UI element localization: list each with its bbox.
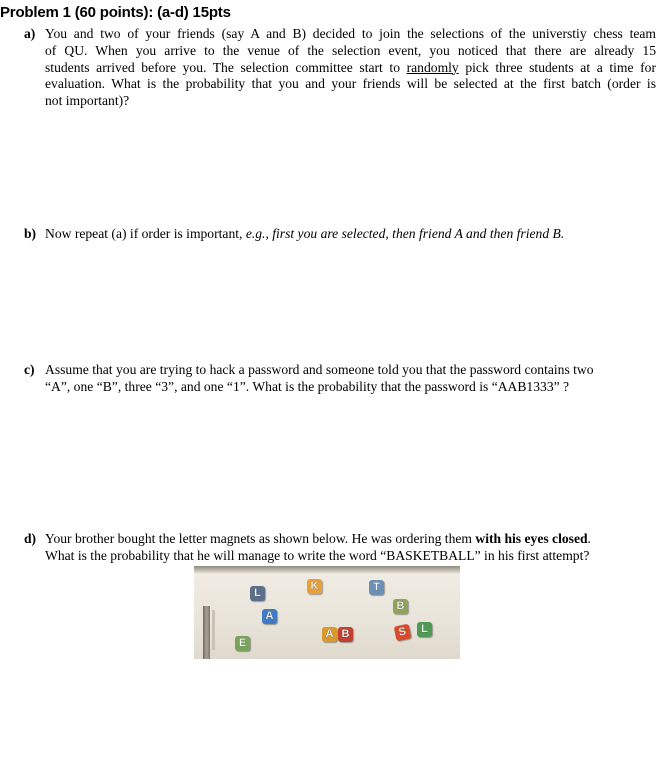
- question-b-plain: Now repeat (a) if order is important,: [45, 226, 246, 241]
- eyes-closed-bold: with his eyes closed: [475, 531, 588, 546]
- question-d-label: d): [24, 531, 37, 546]
- question-a-text: [45, 26, 656, 110]
- question-a-line-5: not important)?: [45, 93, 130, 109]
- question-d-line-2: What is the probability that he will manage to write the word “BASKETBALL” in his first attempt?: [45, 547, 590, 563]
- question-b-label: b): [24, 226, 37, 241]
- problem-title: Problem 1 (60 points): (a-d) 15pts: [0, 4, 231, 21]
- question-c-text: [45, 362, 656, 396]
- question-b-line: [45, 226, 656, 243]
- question-a-line-4: evaluation. What is the probability that you and your friends will be selected at the first batch (order is: [45, 76, 656, 92]
- question-d: [24, 531, 656, 565]
- magnet-letter: K: [307, 579, 322, 594]
- question-a-line-1: You and two of your friends (say A and B) decided to join the selections of the universtiy chess team: [45, 26, 656, 41]
- question-a: [24, 26, 656, 110]
- question-a-line-3-end: pick three students at a time for: [458, 59, 656, 75]
- fridge-top-edge: [194, 566, 460, 574]
- question-a-label: a): [24, 26, 36, 41]
- question-c-line-2: “A”, one “B”, three “3”, and one “1”. What is the probability that the password is “AAB1333” ?: [45, 378, 570, 394]
- question-d-line-1-post: .: [587, 531, 591, 546]
- magnet-letter: A: [262, 609, 277, 624]
- fridge-handle-highlight: [212, 610, 215, 650]
- magnet-letter: B: [338, 627, 353, 642]
- fridge-magnets-image: [194, 566, 460, 659]
- magnet-letter: L: [250, 586, 265, 601]
- question-a-line-3-start: students arrived before you. The selection committee start to: [45, 59, 407, 75]
- question-a-line-2: of QU. When you arrive to the venue of the selection event, you noticed that there are already 15: [45, 42, 656, 58]
- magnet-letter: E: [235, 636, 250, 651]
- magnet-letter: S: [394, 624, 412, 642]
- question-c: [24, 362, 656, 396]
- magnet-letter: T: [369, 580, 384, 595]
- question-b-italic: e.g., first you are selected, then friend A and then friend B.: [245, 226, 565, 241]
- question-d-text: [45, 531, 656, 565]
- magnet-letter: B: [393, 599, 408, 614]
- fridge-handle: [203, 606, 210, 659]
- question-d-line-1-pre: Your brother bought the letter magnets as shown below. He was ordering them: [45, 531, 476, 546]
- magnet-letter: A: [322, 627, 337, 642]
- question-a-line-3: [45, 60, 656, 77]
- question-c-label: c): [24, 362, 35, 377]
- question-c-line-1: Assume that you are trying to hack a password and someone told you that the password contains two: [45, 362, 594, 377]
- magnet-letter: L: [417, 622, 432, 637]
- question-b-text: [45, 226, 656, 243]
- randomly-underlined: randomly: [406, 59, 459, 75]
- question-b: [24, 226, 656, 243]
- question-d-line-1: [45, 531, 656, 548]
